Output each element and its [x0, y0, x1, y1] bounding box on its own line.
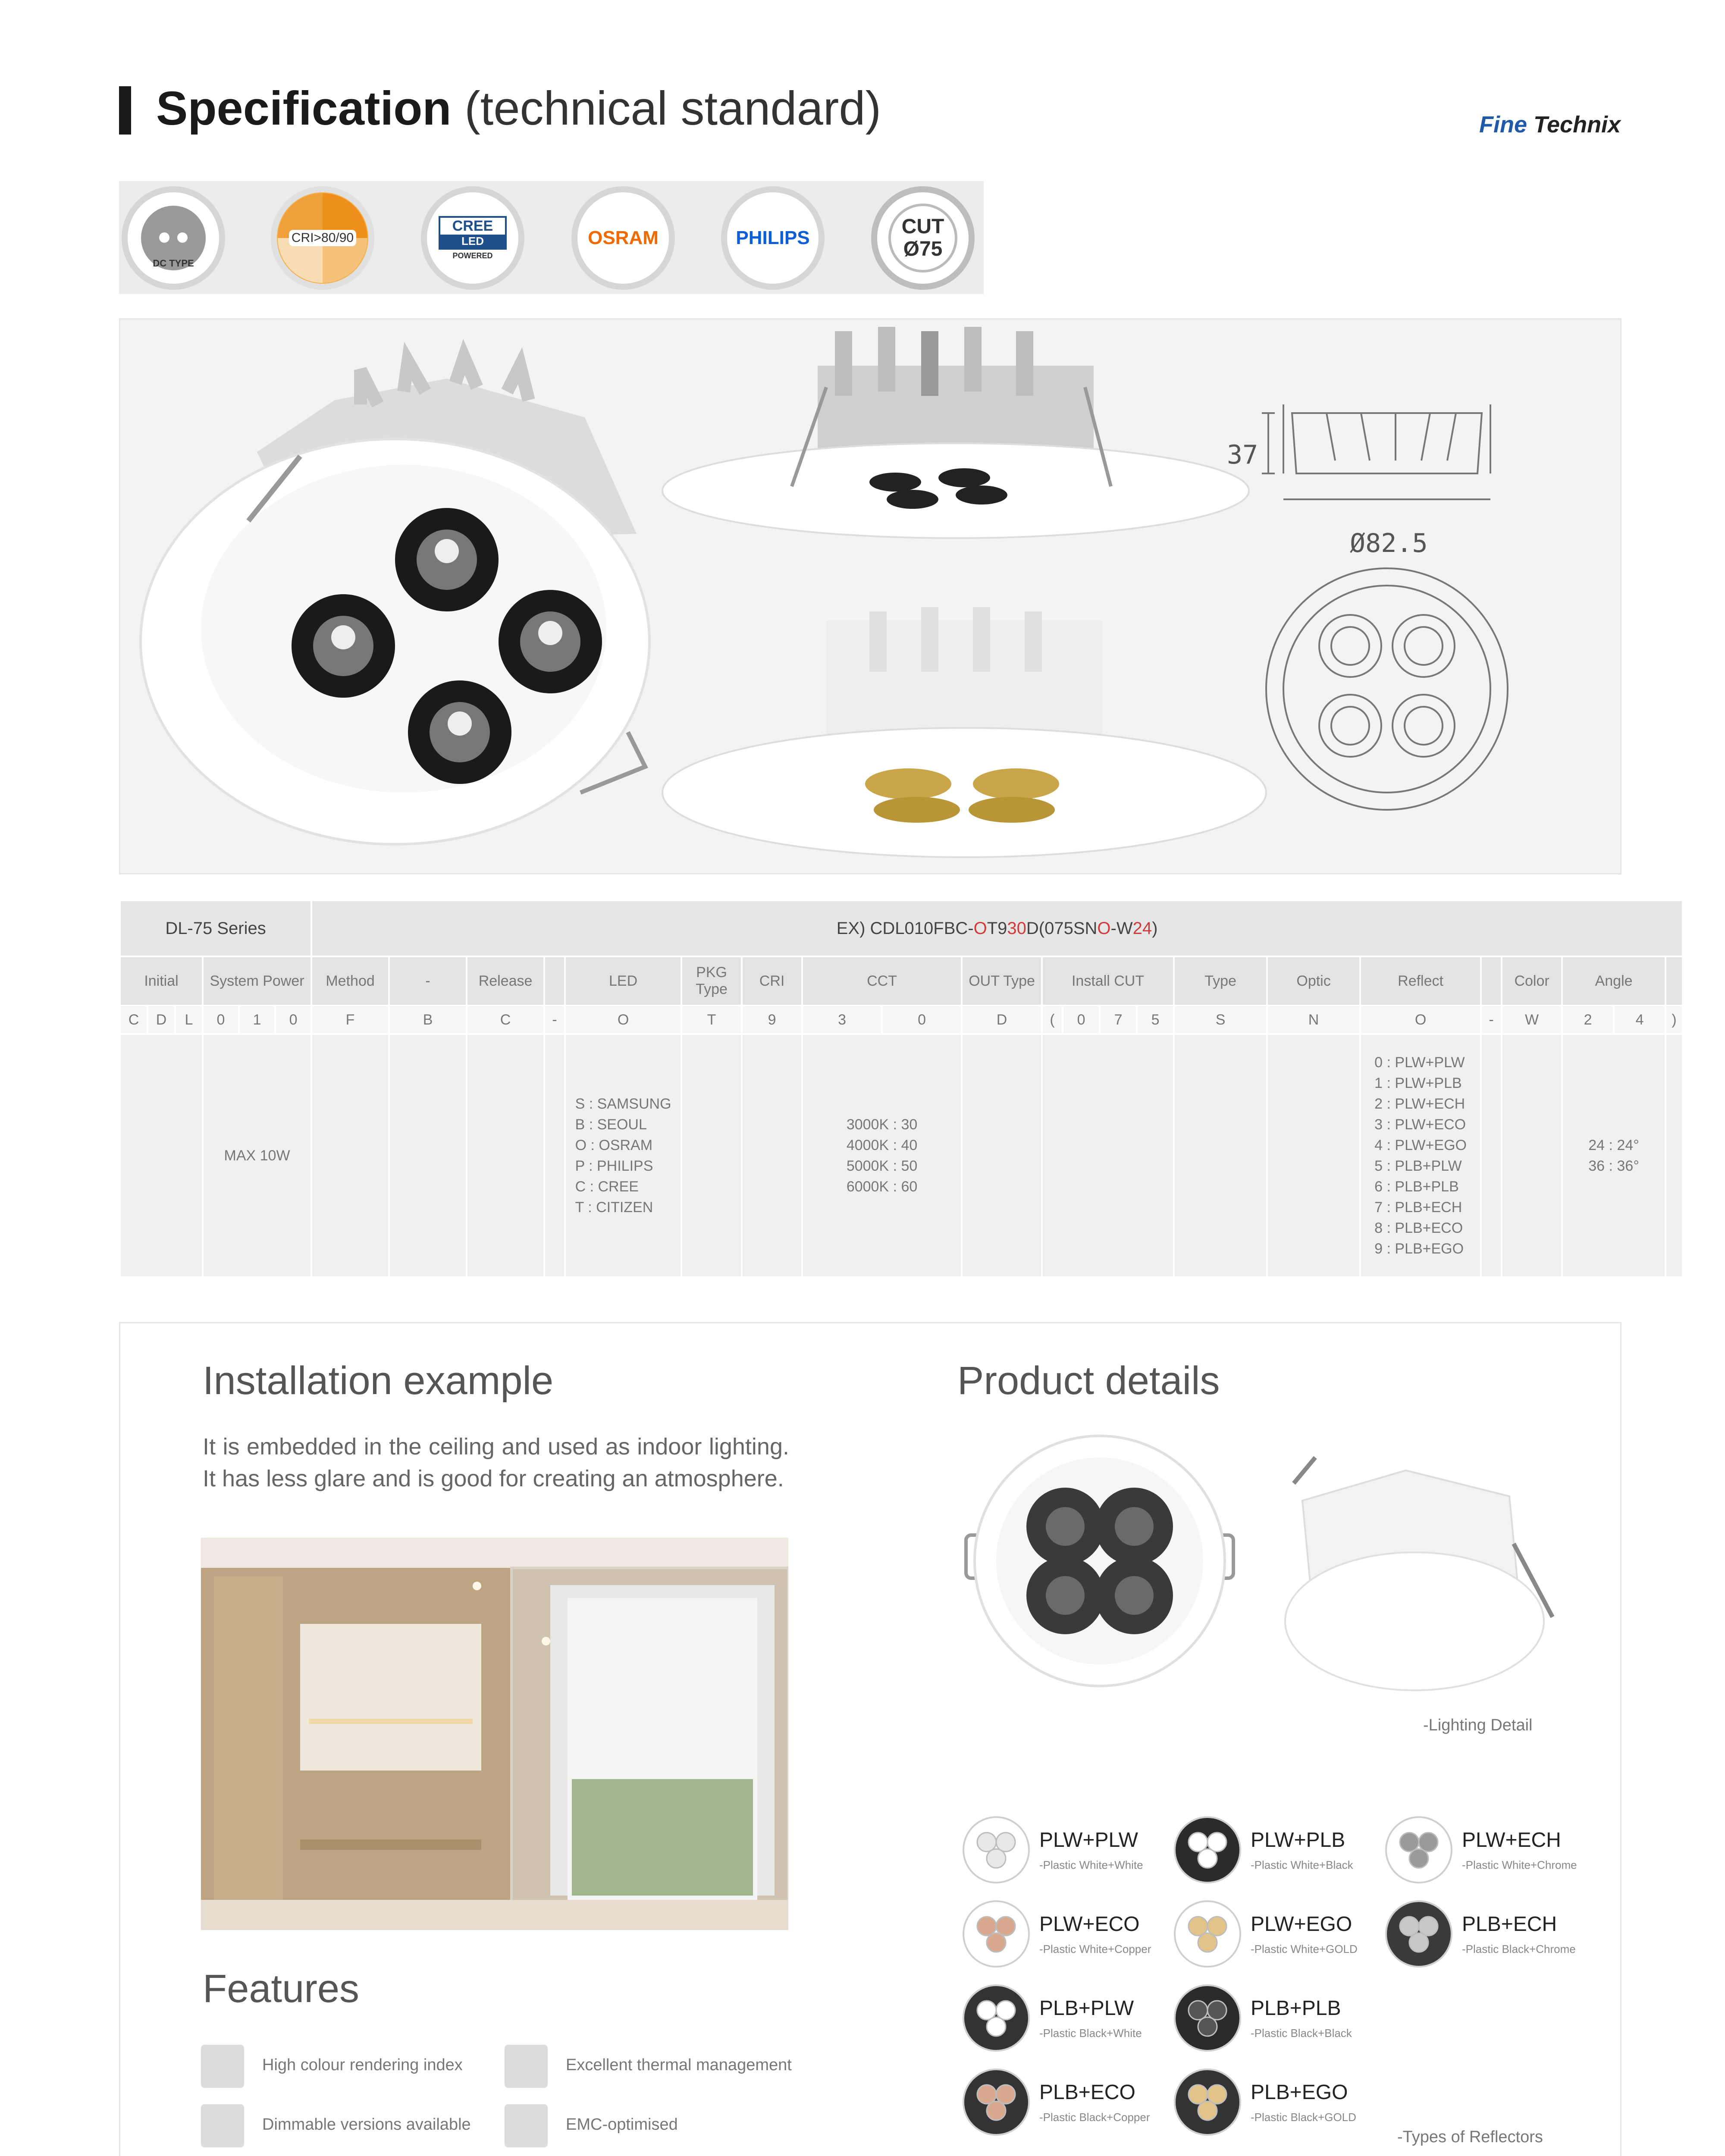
philips-badge: [721, 186, 825, 290]
downlight-side-render: [662, 327, 1249, 538]
cut-size: Ø75: [903, 238, 943, 260]
header-blank2: [1481, 956, 1502, 1006]
options-out: [962, 1034, 1042, 1277]
reflect-option: 4 : PLW+EGO: [1374, 1137, 1467, 1153]
reflector-swatch: [1173, 1815, 1353, 1887]
header-method: Method: [311, 956, 389, 1006]
reflector-name: PLB+PLW: [1039, 1997, 1134, 2020]
cri-label: CRI>80/90: [289, 230, 356, 246]
reflect-option: 7 : PLB+ECH: [1374, 1199, 1462, 1216]
features-title: Features: [203, 1967, 360, 2011]
feature-3: Dimmable versions available: [262, 2115, 471, 2134]
height-dimension: 37: [1227, 440, 1258, 470]
reflector-description: -Plastic Black+Chrome: [1462, 1943, 1576, 1955]
reflector-description: -Plastic White+Copper: [1039, 1943, 1151, 1955]
code-row: [120, 1006, 1683, 1034]
code-char: T: [681, 1006, 742, 1034]
dimmer-icon: [201, 2104, 244, 2147]
reflect-option: 0 : PLW+PLW: [1374, 1054, 1465, 1071]
bulb-icon: [201, 2045, 244, 2088]
cree-bottom: POWERED: [452, 251, 493, 260]
header-cri: CRI: [742, 956, 802, 1006]
downlight-front-render: [141, 357, 649, 844]
page-title-main: Specification: [156, 82, 452, 135]
options-type: [1174, 1034, 1267, 1277]
reflector-swatch: [1384, 1815, 1577, 1887]
cct-option: 3000K : 30: [846, 1116, 918, 1133]
reflect-option: 1 : PLW+PLB: [1374, 1075, 1462, 1091]
ordering-code-table: [119, 899, 1677, 1278]
options-blank: [544, 1034, 565, 1277]
code-char: -: [1481, 1006, 1502, 1034]
title-accent-bar: [119, 86, 131, 135]
reflector-swatch: [962, 2068, 1150, 2139]
code-char: S: [1174, 1006, 1267, 1034]
dc-type-badge: [122, 186, 225, 290]
cct-option: 5000K : 50: [846, 1158, 918, 1174]
cct-option: 4000K : 40: [846, 1137, 918, 1153]
code-char: 4: [1614, 1006, 1665, 1034]
code-char: 0: [275, 1006, 311, 1034]
reflect-option: 8 : PLB+ECO: [1374, 1220, 1463, 1236]
header-cct: CCT: [802, 956, 962, 1006]
reflector-swatch: [1384, 1899, 1576, 1971]
reflector-icon: [962, 1815, 1031, 1884]
reflector-description: -Plastic White+White: [1039, 1858, 1143, 1871]
reflect-option: 3 : PLW+ECO: [1374, 1116, 1466, 1133]
led-options: [565, 1034, 681, 1277]
reflector-swatch: [1173, 2068, 1356, 2139]
options-blank3: [1665, 1034, 1683, 1277]
example-mid2: D(075SN: [1026, 918, 1098, 938]
installation-text: It is embedded in the ceiling and used as indoor lighting. It has less glare and is good for creating an atmosphere.: [203, 1434, 789, 1492]
header-install-cut: Install CUT: [1042, 956, 1174, 1006]
options-release: [467, 1034, 544, 1277]
reflector-name: PLB+ECH: [1462, 1913, 1557, 1936]
reflector-icon: [1173, 1815, 1242, 1884]
reflector-name: PLW+ECO: [1039, 1913, 1140, 1936]
code-char: 0: [882, 1006, 962, 1034]
angle-option: 24 : 24°: [1588, 1137, 1639, 1153]
example-hl1: O: [973, 918, 987, 938]
brand-logo: [1479, 111, 1621, 138]
angle-options: [1562, 1034, 1665, 1277]
reflector-description: -Plastic Black+Black: [1251, 2027, 1352, 2040]
diameter-dimension: Ø82.5: [1350, 528, 1428, 558]
reflector-name: PLW+PLW: [1039, 1829, 1138, 1852]
example-hl2: 30: [1007, 918, 1026, 938]
header-system-power: System Power: [203, 956, 311, 1006]
cree-top: CREE: [452, 217, 493, 234]
reflector-icon: [962, 1984, 1031, 2053]
options-pkg: [681, 1034, 742, 1277]
cct-option: 6000K : 60: [846, 1178, 918, 1195]
code-char: O: [565, 1006, 681, 1034]
led-option: B : SEOUL: [575, 1116, 647, 1133]
installation-title: Installation example: [203, 1359, 554, 1403]
osram-badge: [571, 186, 675, 290]
example-hl3: O: [1097, 918, 1111, 938]
header-type: Type: [1174, 956, 1267, 1006]
philips-label: PHILIPS: [736, 227, 810, 248]
reflector-description: -Plastic Black+GOLD: [1251, 2111, 1356, 2124]
options-blank2: [1481, 1034, 1502, 1277]
page-title-sub: (technical standard): [464, 82, 881, 135]
led-option: T : CITIZEN: [575, 1199, 653, 1216]
code-char: D: [147, 1006, 175, 1034]
reflector-swatch: [1173, 1984, 1352, 2055]
product-details-title: Product details: [957, 1359, 1220, 1403]
reflector-name: PLB+EGO: [1251, 2081, 1348, 2104]
code-char: 1: [239, 1006, 275, 1034]
cct-options: [802, 1034, 962, 1277]
header-blank3: [1665, 956, 1683, 1006]
code-char: -: [544, 1006, 565, 1034]
reflector-name: PLB+PLB: [1251, 1997, 1341, 2020]
reflector-description: -Plastic White+Black: [1251, 1858, 1353, 1871]
reflect-option: 6 : PLB+PLB: [1374, 1178, 1459, 1195]
reflector-icon: [1173, 1984, 1242, 2053]
code-char: N: [1267, 1006, 1360, 1034]
example-suffix: ): [1152, 918, 1158, 938]
reflect-option: 5 : PLB+PLW: [1374, 1158, 1462, 1174]
reflector-description: -Plastic White+GOLD: [1251, 1943, 1358, 1955]
reflector-icon: [962, 1899, 1031, 1968]
reflector-name: PLW+PLB: [1251, 1829, 1346, 1852]
cree-badge: [421, 186, 524, 290]
options-cut: [1042, 1034, 1174, 1277]
led-option: P : PHILIPS: [575, 1158, 653, 1174]
logo-part1: Fine: [1479, 112, 1527, 138]
feature-4: EMC-optimised: [566, 2115, 678, 2134]
reflector-name: PLB+ECO: [1039, 2081, 1135, 2104]
code-char: C: [120, 1006, 147, 1034]
reflector-icon: [1173, 2068, 1242, 2137]
reflector-swatch: [1173, 1899, 1358, 1971]
cut-badge: [871, 186, 975, 290]
header-angle: Angle: [1562, 956, 1665, 1006]
power-option: MAX 10W: [203, 1034, 311, 1277]
product-renders: [119, 318, 1622, 874]
example-hl4: 24: [1132, 918, 1152, 938]
downlight-gold-render: [662, 607, 1266, 857]
options-optic: [1267, 1034, 1360, 1277]
cut-label: CUT: [901, 215, 944, 238]
code-char: F: [311, 1006, 389, 1034]
emc-wave-icon: [505, 2104, 548, 2147]
angle-option: 36 : 36°: [1588, 1158, 1639, 1174]
header-out-type: OUT Type: [962, 956, 1042, 1006]
example-code: [311, 900, 1683, 956]
code-char: 3: [802, 1006, 882, 1034]
code-char: ): [1665, 1006, 1683, 1034]
reflector-icon: [1384, 1815, 1453, 1884]
example-mid3: -W: [1110, 918, 1133, 938]
logo-part2: Technix: [1534, 112, 1621, 138]
header-pkg-type: PKG Type: [681, 956, 742, 1006]
room-installation-photo: [201, 1538, 788, 1930]
led-option: O : OSRAM: [575, 1137, 653, 1153]
code-char: 0: [1063, 1006, 1100, 1034]
reflector-icon: [1173, 1899, 1242, 1968]
options-color: [1502, 1034, 1562, 1277]
cree-mid: LED: [440, 235, 505, 248]
options-dash: [389, 1034, 467, 1277]
reflect-option: 9 : PLB+EGO: [1374, 1241, 1464, 1257]
reflect-options: [1360, 1034, 1481, 1277]
osram-label: OSRAM: [588, 227, 659, 248]
reflector-name: PLW+EGO: [1251, 1913, 1352, 1936]
code-char: O: [1360, 1006, 1481, 1034]
code-char: (: [1042, 1006, 1063, 1034]
reflector-icon: [962, 2068, 1031, 2137]
header-dash: -: [389, 956, 467, 1006]
header-release: Release: [467, 956, 544, 1006]
example-mid1: T9: [987, 918, 1007, 938]
header-reflect: Reflect: [1360, 956, 1481, 1006]
dimension-drawing: [1262, 404, 1508, 810]
led-option: S : SAMSUNG: [575, 1096, 671, 1112]
code-char: D: [962, 1006, 1042, 1034]
code-char: C: [467, 1006, 544, 1034]
options-initial: [120, 1034, 203, 1277]
header-blank: [544, 956, 565, 1006]
reflector-types-caption: -Types of Reflectors: [1397, 2128, 1543, 2146]
code-char: 9: [742, 1006, 802, 1034]
reflector-swatch: [962, 1815, 1143, 1887]
options-cri: [742, 1034, 802, 1277]
code-char: 5: [1137, 1006, 1174, 1034]
code-char: L: [175, 1006, 203, 1034]
lighting-detail-caption: -Lighting Detail: [1423, 1716, 1533, 1734]
header-initial: Initial: [120, 956, 203, 1006]
snowflake-icon: [505, 2045, 548, 2088]
product-detail-renders: [957, 1432, 1604, 1708]
header-optic: Optic: [1267, 956, 1360, 1006]
feature-1: High colour rendering index: [262, 2056, 463, 2074]
badge-strip: [119, 181, 984, 294]
code-char: 7: [1100, 1006, 1137, 1034]
example-prefix: EX) CDL010FBC-: [836, 918, 974, 938]
series-label: DL-75 Series: [120, 900, 311, 956]
options-method: [311, 1034, 389, 1277]
reflect-option: 2 : PLW+ECH: [1374, 1096, 1465, 1112]
reflector-swatch: [962, 1984, 1142, 2055]
code-char: W: [1502, 1006, 1562, 1034]
code-char: 0: [203, 1006, 239, 1034]
reflector-swatch: [962, 1899, 1151, 1971]
reflector-description: -Plastic White+Chrome: [1462, 1858, 1577, 1871]
reflector-description: -Plastic Black+White: [1039, 2027, 1142, 2040]
reflector-description: -Plastic Black+Copper: [1039, 2111, 1150, 2124]
dc-type-label: DC TYPE: [153, 258, 194, 269]
page-title: [156, 81, 881, 136]
code-char: B: [389, 1006, 467, 1034]
reflector-name: PLW+ECH: [1462, 1829, 1561, 1852]
reflector-icon: [1384, 1899, 1453, 1968]
code-char: 2: [1562, 1006, 1614, 1034]
header-led: LED: [565, 956, 681, 1006]
cree-logo: [439, 216, 507, 250]
cri-badge: [271, 186, 374, 290]
led-option: C : CREE: [575, 1178, 639, 1195]
header-color: Color: [1502, 956, 1562, 1006]
feature-2: Excellent thermal management: [566, 2056, 792, 2074]
